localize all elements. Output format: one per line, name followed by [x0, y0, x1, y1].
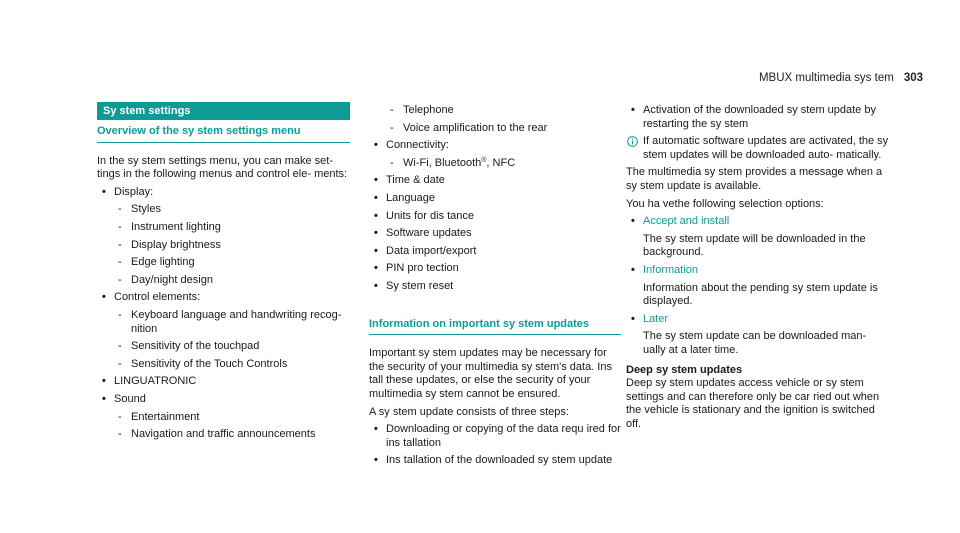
sub-item: - Instrument lighting: [97, 221, 350, 235]
option-accept-install: • Accept and install: [626, 215, 891, 229]
list-item-sound: • Sound: [97, 393, 350, 407]
sub-item: - Sensitivity of the Touch Controls: [97, 358, 350, 372]
list-item-step: • Ins tallation of the downloaded sy stem update: [369, 454, 621, 468]
intro-paragraph: In the sy stem settings menu, you can make set- tings in the following menus and control ele- ments:: [97, 154, 348, 181]
note-text: If automatic software updates are activated, the sy stem updates will be downloaded auto- matically.: [643, 135, 889, 161]
connectivity-tail: , NFC: [486, 156, 516, 169]
page-number: 303: [903, 72, 923, 84]
info-paragraph: Important sy stem updates may be necessary for the security of your multimedia sy stem's data. Ins tall these updates, or else the security of your multimedia sy stem cannot be ensured.: [369, 347, 612, 400]
sub-item-connectivity: [369, 157, 621, 171]
list-item-connectivity: • Connectivity:: [369, 139, 621, 153]
option-description: The sy stem update will be downloaded in the background.: [643, 232, 866, 259]
sub-item: - Keyboard language and handwriting recog- nition: [97, 309, 350, 336]
list-item: • Language: [369, 192, 621, 206]
option-description: The sy stem update can be downloaded man- ually at a later time.: [643, 330, 867, 356]
options-intro: You ha vethe following selection options:: [626, 197, 824, 210]
option-later: • Later: [626, 313, 891, 327]
page-header: [759, 72, 923, 84]
list-item-linguatronic: • LINGUATRONIC: [97, 375, 350, 389]
list-item: • Time & date: [369, 174, 621, 188]
list-item: • PIN pro tection: [369, 262, 621, 276]
info-heading: Information on important sy stem updates: [369, 318, 621, 336]
deep-updates-heading: Deep sy stem updates: [626, 363, 743, 376]
page-header-title: MBUX multimedia sys tem: [758, 72, 894, 84]
connectivity-text: Wi-Fi, Bluetooth: [403, 156, 482, 169]
sub-item: - Display brightness: [97, 239, 350, 253]
sub-item: - Day/night design: [97, 274, 350, 288]
column-2: [369, 104, 621, 468]
list-item-control: • Control elements:: [97, 291, 350, 305]
section-title-bar: Sy stem settings: [97, 102, 350, 120]
sub-item: - Sensitivity of the touchpad: [97, 340, 350, 354]
list-item: • Software updates: [369, 227, 621, 241]
sub-item: - Voice amplification to the rear: [369, 122, 621, 136]
info-note: [626, 135, 891, 162]
deep-updates-paragraph: Deep sy stem updates access vehicle or sy stem settings and can therefore only be car ried out when the vehicle is stationary and the ignition is switched off.: [626, 377, 880, 430]
sub-item: - Telephone: [369, 104, 621, 118]
message-paragraph: The multimedia sy stem provides a message when a sy stem update is available.: [626, 166, 883, 192]
list-item: • Units for dis tance: [369, 210, 621, 224]
option-description: Information about the pending sy stem update is displayed.: [643, 281, 878, 308]
sub-item: - Entertainment: [97, 411, 350, 425]
option-information: • Information: [626, 264, 891, 278]
steps-intro: A sy stem update consists of three steps:: [369, 405, 569, 418]
column-1: [97, 104, 350, 442]
column-3: [626, 104, 891, 431]
list-item-display: • Display:: [97, 186, 350, 200]
list-item: • Data import/export: [369, 245, 621, 259]
list-item: • Sy stem reset: [369, 280, 621, 294]
list-item-step: • Activation of the downloaded sy stem update by restarting the sy stem: [626, 104, 891, 131]
overview-heading: Overview of the sy stem settings menu: [97, 125, 350, 143]
sub-item: - Styles: [97, 203, 350, 217]
sub-item: - Edge lighting: [97, 256, 350, 270]
list-item-step: • Downloading or copying of the data requ ired for ins tallation: [369, 423, 621, 450]
info-icon: [627, 136, 638, 147]
registered-mark: ®: [481, 156, 487, 164]
sub-item: - Navigation and traffic announcements: [97, 428, 350, 442]
